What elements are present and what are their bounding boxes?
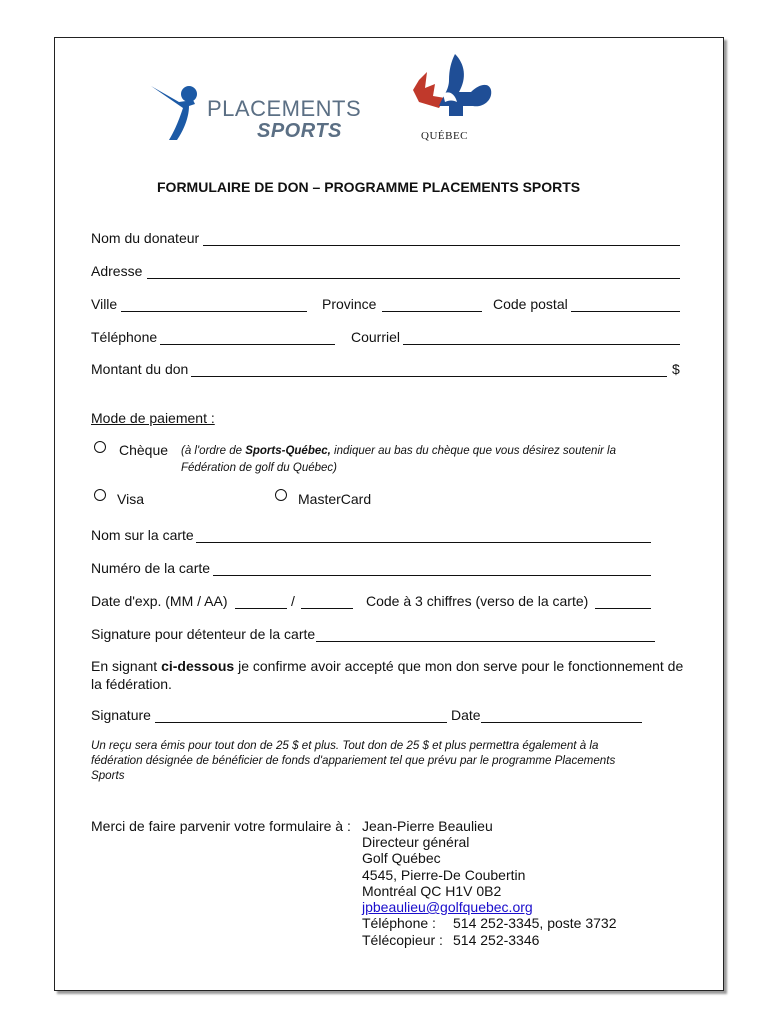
- cheque-note-bold: Sports-Québec,: [245, 445, 331, 457]
- contact-email-link[interactable]: jpbeaulieu@golfquebec.org: [362, 899, 533, 915]
- athlete-figure-icon: [149, 82, 205, 144]
- province-label: Province: [322, 296, 377, 312]
- city-label: Ville: [91, 296, 118, 312]
- card-name-input[interactable]: [196, 542, 651, 543]
- contact-intro: Merci de faire parvenir votre formulaire à :: [91, 818, 351, 834]
- address-label: Adresse: [91, 263, 143, 279]
- contact-name: Jean-Pierre Beaulieu: [362, 818, 493, 834]
- logo-text-sports: SPORTS: [257, 120, 342, 142]
- cheque-note-part1: (à l'ordre de: [181, 445, 246, 457]
- cvv-input[interactable]: [595, 608, 651, 609]
- receipt-note-line1: Un reçu sera émis pour tout don de 25 $ et plus. Tout don de 25 $ et plus permettra également à la: [91, 739, 599, 752]
- form-title: FORMULAIRE DE DON – PROGRAMME PLACEMENTS SPORTS: [157, 179, 581, 195]
- cheque-label: Chèque: [119, 442, 169, 458]
- phone-input[interactable]: [160, 344, 335, 345]
- contact-phone-label: Téléphone :: [362, 915, 436, 931]
- city-input[interactable]: [121, 311, 307, 312]
- expiry-label: Date d'exp. (MM / AA): [91, 593, 228, 609]
- logo-text-quebec: QUÉBEC: [421, 130, 468, 142]
- consent-bold: ci-dessous: [161, 658, 235, 674]
- contact-email[interactable]: [362, 899, 533, 916]
- cardholder-signature-label: Signature pour détenteur de la carte: [91, 626, 316, 642]
- placements-sports-logo: [149, 80, 369, 150]
- mastercard-radio[interactable]: [275, 489, 287, 501]
- payment-heading: Mode de paiement :: [91, 410, 215, 426]
- contact-city: Montréal QC H1V 0B2: [362, 883, 502, 899]
- mastercard-label: MasterCard: [298, 491, 372, 507]
- receipt-note-line3: Sports: [91, 769, 125, 782]
- card-name-label: Nom sur la carte: [91, 527, 194, 543]
- contact-role: Directeur général: [362, 834, 470, 850]
- contact-org: Golf Québec: [362, 850, 441, 866]
- consent-part2: je confirme avoir accepté que mon don serve pour le fonctionnement de: [234, 658, 684, 674]
- postal-code-label: Code postal: [493, 296, 568, 312]
- receipt-note-line2: fédération désignée de bénéficier de fonds d'appariement tel que prévu par le programme Placements: [91, 754, 616, 767]
- logo-text-placements: PLACEMENTS: [207, 96, 362, 121]
- signature-label: Signature: [91, 707, 151, 723]
- contact-fax-value: 514 252-3346: [453, 932, 540, 948]
- contact-phone-value: 514 252-3345, poste 3732: [453, 915, 617, 931]
- cheque-note-line2: Fédération de golf du Québec): [181, 462, 337, 474]
- consent-text: [91, 658, 683, 675]
- amount-unit: $: [672, 361, 680, 377]
- visa-label: Visa: [117, 491, 144, 507]
- amount-label: Montant du don: [91, 361, 189, 377]
- address-input[interactable]: [147, 278, 680, 279]
- date-label: Date: [451, 707, 481, 723]
- consent-part1: En signant: [91, 658, 162, 674]
- contact-street: 4545, Pierre-De Coubertin: [362, 867, 526, 883]
- card-number-input[interactable]: [213, 575, 651, 576]
- quebec-logo: [407, 50, 497, 142]
- contact-fax-label: Télécopieur :: [362, 932, 443, 948]
- cheque-note-part2: indiquer au bas du chèque que vous désirez soutenir la: [330, 445, 616, 457]
- form-page: [54, 37, 724, 991]
- cheque-note: [181, 444, 616, 458]
- signature-input[interactable]: [155, 722, 447, 723]
- date-input[interactable]: [481, 722, 642, 723]
- cvv-label: Code à 3 chiffres (verso de la carte): [366, 593, 589, 609]
- cheque-radio[interactable]: [94, 441, 106, 453]
- email-input[interactable]: [403, 344, 680, 345]
- cardholder-signature-input[interactable]: [316, 641, 655, 642]
- phone-label: Téléphone: [91, 329, 158, 345]
- visa-radio[interactable]: [94, 489, 106, 501]
- expiry-slash: /: [291, 593, 295, 609]
- amount-input[interactable]: [191, 376, 667, 377]
- donor-name-label: Nom du donateur: [91, 230, 200, 246]
- expiry-year-input[interactable]: [301, 608, 353, 609]
- email-label: Courriel: [351, 329, 401, 345]
- card-number-label: Numéro de la carte: [91, 560, 211, 576]
- consent-line2: la fédération.: [91, 676, 172, 692]
- postal-code-input[interactable]: [571, 311, 680, 312]
- fleur-de-lys-icon: [409, 50, 493, 126]
- province-input[interactable]: [382, 311, 482, 312]
- expiry-month-input[interactable]: [235, 608, 287, 609]
- donor-name-input[interactable]: [203, 245, 680, 246]
